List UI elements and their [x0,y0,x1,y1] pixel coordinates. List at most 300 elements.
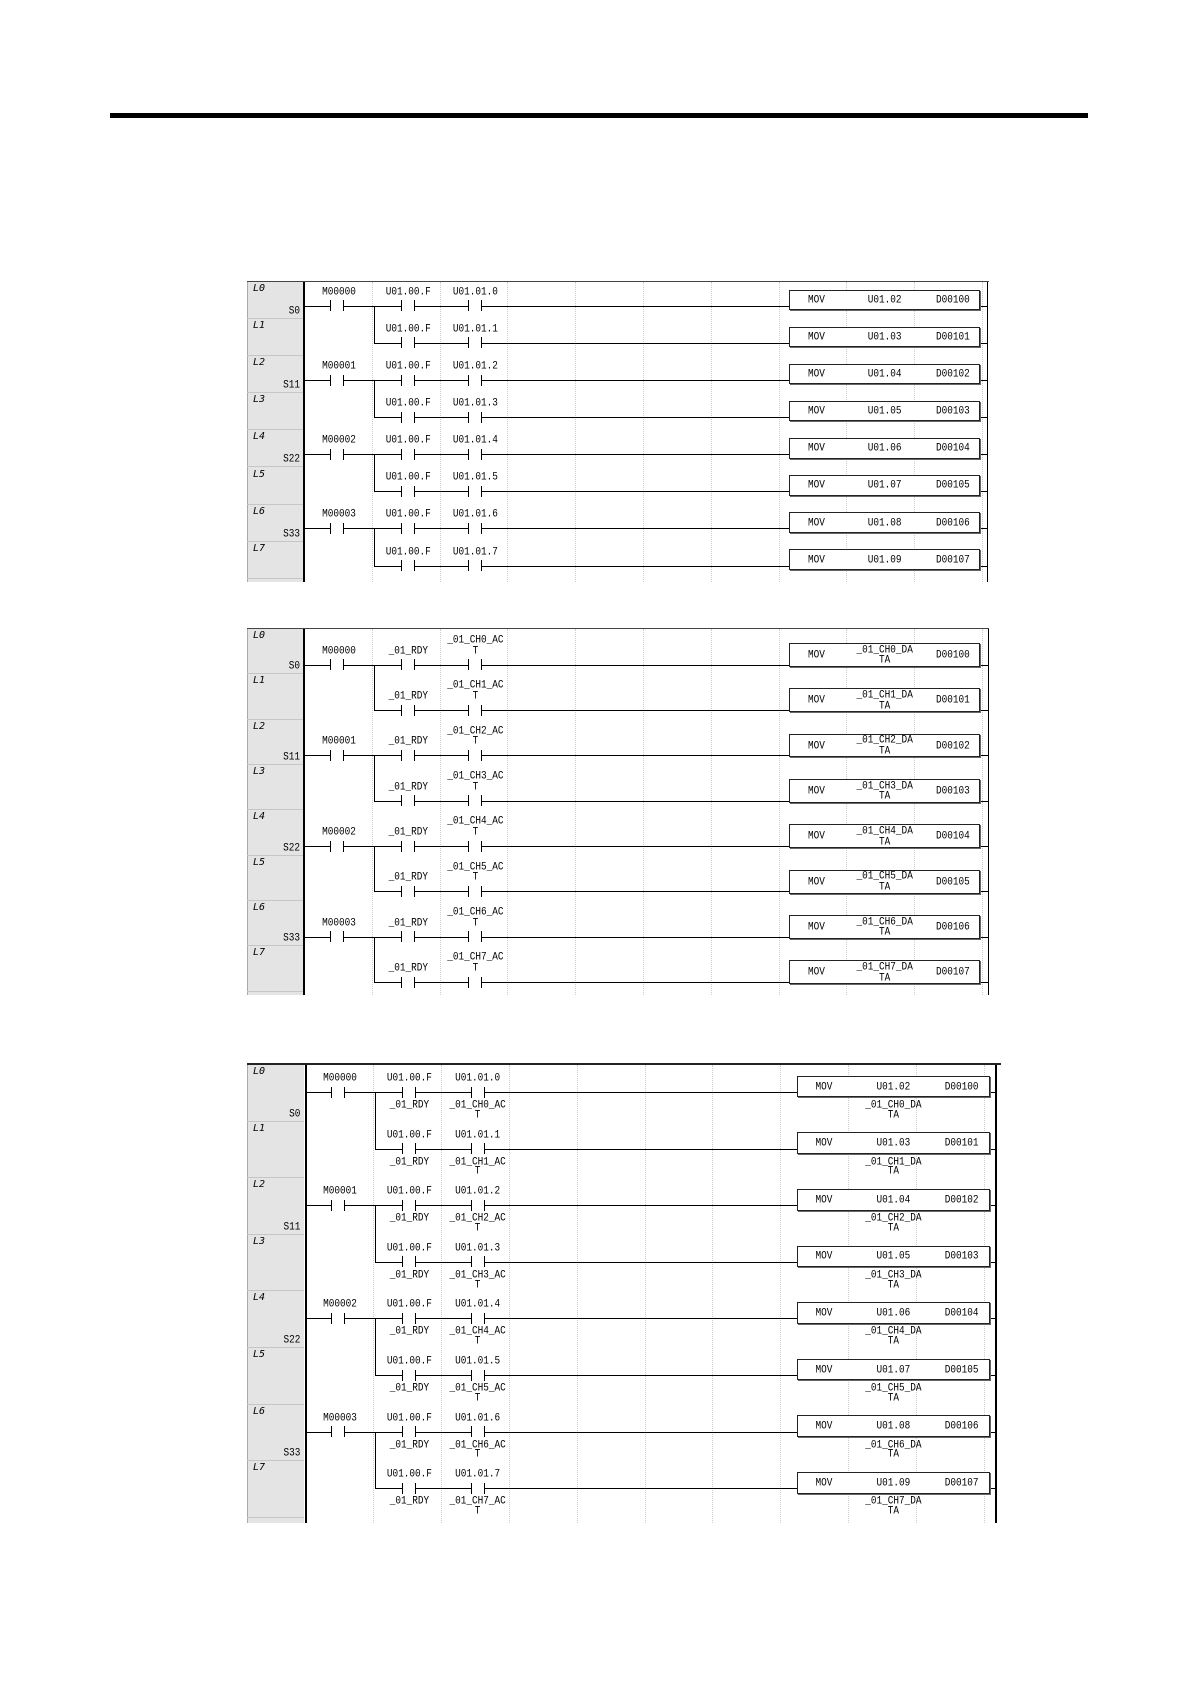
rung-number: L7 [253,947,266,959]
input-contact [330,659,344,670]
contact [471,1426,485,1437]
contact-label: U01.00.F [385,284,431,298]
instruction-destination: D00100 [936,292,970,306]
instruction-source-alias: _01_CH2_DA [865,1210,922,1225]
instruction-opcode: MOV [815,1305,833,1320]
contact-alias-label: T [474,1107,481,1121]
contact-alias-label: _01_CH0_AC [449,1097,506,1111]
rung-label-cell [247,356,304,393]
contact-label: _01_CH3_AC [447,768,504,782]
contact-label: U01.01.7 [452,544,498,558]
rung-number: L6 [253,902,266,914]
instruction-destination: D00106 [944,1419,979,1433]
contact [471,1483,485,1494]
contact-label: U01.00.F [385,507,431,521]
instruction-opcode: MOV [808,783,825,797]
rung-number: L3 [253,766,266,778]
input-contact [330,375,344,386]
instruction-source: _01_CH5_DA [856,869,913,883]
grid-line [645,1065,646,1523]
contact [401,931,415,942]
instruction-source: U01.09 [876,1475,911,1489]
instruction-source: U01.02 [867,292,902,306]
instruction-source: _01_CH0_DA [856,642,913,656]
step-number: S11 [283,1219,301,1233]
rung-label-cell [247,901,304,946]
rung-wire [304,306,789,307]
contact [471,1143,485,1154]
contact-alias-label: _01_RDY [389,1097,430,1111]
rung-label-cell [247,765,304,810]
rung-wire [374,801,790,802]
instruction-opcode: MOV [815,1079,833,1093]
instruction-source-alias: TA [887,1333,900,1348]
contact-label: U01.00.F [386,1353,432,1367]
rung-wire [374,343,790,344]
grid-line [982,282,983,582]
contact-label: U01.00.F [386,1410,432,1424]
output-wire [980,343,987,344]
ladder-diagram-1 [247,281,989,582]
instruction-destination: D00101 [944,1136,979,1150]
contact-label: U01.00.F [385,321,431,335]
contact [468,337,482,348]
contact-label: U01.01.6 [452,507,498,521]
rung-label-cell [247,319,304,356]
contact-alias-label: T [474,1277,481,1291]
grid-line [780,1065,781,1523]
output-wire [980,755,988,756]
grid-line [711,282,712,582]
output-wire [980,528,987,529]
contact [468,795,482,806]
instruction-opcode: MOV [815,1475,833,1489]
instruction-opcode: MOV [808,874,825,888]
input-contact-label: M00000 [322,284,356,298]
contact [402,1313,416,1324]
instruction-source-alias: _01_CH5_DA [865,1380,922,1394]
instruction-source-alias: TA [887,1447,900,1461]
contact [468,705,482,716]
instruction-opcode: MOV [808,329,825,343]
contact-label: _01_RDY [388,779,428,793]
contact-label: U01.01.4 [452,432,498,447]
instruction-source: TA [879,653,891,667]
instruction-source: U01.04 [876,1192,911,1206]
instruction-source-alias: _01_CH3_DA [865,1267,922,1281]
rung-label-cell [247,542,304,579]
output-wire [980,454,987,455]
instruction-destination: D00105 [936,478,970,492]
grid-line [779,629,780,995]
step-number: S33 [283,931,300,945]
contact [402,1143,416,1154]
step-number: S0 [288,303,300,318]
instruction-destination: D00104 [936,441,970,455]
input-contact [330,523,344,534]
grid-line [372,629,373,995]
contact-label: U01.01.2 [452,358,498,372]
instruction-opcode: MOV [808,515,825,529]
rung-wire [304,665,789,666]
rung-label-cell [247,629,304,674]
instruction-opcode: MOV [808,478,825,492]
contact [468,841,482,852]
rung-number: L2 [253,720,266,732]
contact-label: _01_CH6_AC [447,904,504,918]
step-number: S33 [283,526,300,540]
contact-alias-label: _01_CH2_AC [449,1210,506,1225]
instruction-source: U01.04 [867,366,902,381]
contact [468,931,482,942]
contact-label: _01_RDY [388,688,428,703]
contact [471,1313,485,1324]
branch-wire [375,1205,376,1263]
instruction-source: TA [879,743,891,757]
output-wire [980,846,988,847]
contact-label: _01_RDY [388,824,428,839]
contact-label: T [472,643,479,657]
output-wire [990,1149,996,1150]
rung-wire [304,528,789,529]
grid-line [509,1065,510,1523]
contact [468,886,482,897]
contact [401,841,415,852]
instruction-source: U01.03 [876,1136,911,1150]
input-contact-label: M00001 [322,358,356,372]
instruction-source-alias: TA [887,1503,900,1517]
instruction-destination: D00104 [944,1305,979,1320]
input-contact-label: M00001 [323,1183,357,1198]
rung-wire [306,1432,798,1433]
contact [471,1087,485,1098]
ladder-diagram-3 [247,1063,1001,1523]
grid-line [914,629,915,995]
instruction-destination: D00106 [936,919,970,933]
input-contact [331,1087,345,1098]
left-power-rail [303,629,305,995]
instruction-source: _01_CH2_DA [856,732,913,747]
branch-wire [375,1092,376,1150]
contact-alias-label: _01_RDY [389,1493,430,1508]
instruction-opcode: MOV [808,829,825,843]
output-wire [990,1375,996,1376]
rung-wire [304,755,789,756]
rung-wire [306,1205,798,1206]
instruction-destination: D00100 [936,647,970,661]
grid-line [711,629,712,995]
instruction-source: _01_CH3_DA [856,778,913,792]
instruction-opcode: MOV [815,1192,833,1206]
rung-number: L1 [253,320,266,332]
rung-number: L5 [253,1349,266,1360]
input-contact-label: M00000 [323,1070,357,1084]
rung-number: L4 [253,811,266,823]
instruction-source: U01.07 [876,1362,911,1376]
contact-label: U01.00.F [386,1240,432,1254]
rung-wire [375,1262,797,1263]
instruction-source-alias: TA [887,1390,900,1404]
output-wire [980,665,988,666]
rung-wire [304,846,789,847]
rung-label-cell [247,282,304,319]
contact-label: T [472,779,479,793]
contact-label: _01_RDY [388,960,428,975]
instruction-source-alias: _01_CH1_DA [865,1154,922,1168]
instruction-destination: D00102 [936,738,970,752]
instruction-opcode: MOV [808,366,825,381]
contact-alias-label: _01_CH6_AC [449,1437,506,1451]
rung-wire [304,454,789,455]
instruction-source: TA [879,879,891,894]
rung-label-cell [247,1461,304,1518]
contact-alias-label: _01_RDY [389,1324,430,1338]
instruction-opcode: MOV [808,965,825,979]
contact [401,337,415,348]
branch-wire [374,306,375,344]
contact-label: _01_RDY [388,734,428,748]
contact-label: _01_RDY [388,643,428,657]
input-contact [331,1313,345,1324]
instruction-destination: D00102 [944,1192,979,1206]
rung-wire [375,1488,797,1489]
instruction-destination: D00107 [936,965,970,979]
contact-alias-label: _01_CH1_AC [449,1154,506,1168]
rung-number: L1 [253,1122,266,1134]
instruction-destination: D00103 [936,403,970,418]
rung-number: L2 [253,1179,266,1191]
contact-label: _01_CH7_AC [447,950,504,964]
grid-line [643,282,644,582]
instruction-opcode: MOV [808,292,825,306]
contact [471,1256,485,1267]
contact-label: U01.00.F [385,470,431,484]
instruction-source: TA [879,789,891,803]
rung-label-cell [247,505,304,542]
branch-wire [374,846,375,892]
contact-label: U01.01.7 [455,1466,501,1481]
rung-number: L3 [253,1235,266,1247]
contact [401,705,415,716]
contact-label: U01.01.3 [452,395,498,410]
output-wire [980,710,988,711]
instruction-source-alias: TA [887,1277,900,1291]
branch-wire [374,937,375,983]
contact-label: _01_CH4_AC [447,814,504,828]
branch-wire [375,1432,376,1490]
rung-label-cell [247,430,304,467]
left-power-rail [305,1065,307,1523]
grid-line [441,1065,442,1523]
grid-line [643,629,644,995]
contact-alias-label: _01_RDY [389,1154,430,1168]
contact-label: U01.01.1 [452,321,498,335]
contact [468,523,482,534]
contact [401,886,415,897]
instruction-source-alias: TA [887,1220,900,1234]
rung-number: L3 [253,394,266,406]
instruction-source: TA [879,925,891,939]
instruction-source: U01.02 [876,1079,911,1093]
contact [402,1426,416,1437]
output-wire [980,937,988,938]
rung-label-cell [247,1405,304,1462]
output-wire [990,1318,996,1319]
instruction-opcode: MOV [808,647,825,661]
instruction-opcode: MOV [815,1136,833,1150]
contact [401,523,415,534]
contact [468,412,482,423]
output-wire [980,566,987,567]
rung-number: L0 [253,630,266,641]
grid-line [507,629,508,995]
instruction-source: U01.09 [867,552,902,566]
rung-label-cell [247,1348,304,1405]
contact-label: U01.01.2 [455,1183,501,1198]
instruction-source: _01_CH7_DA [856,959,913,973]
rung-number: L7 [253,1462,266,1474]
grid-line [846,629,847,995]
contact-alias-label: _01_CH4_AC [449,1324,506,1338]
step-number: S11 [283,749,300,764]
instruction-source: U01.08 [867,515,902,529]
instruction-destination: D00101 [936,329,970,343]
contact-label: _01_RDY [388,870,428,884]
contact-label: U01.01.5 [455,1353,501,1367]
contact-label: U01.01.1 [455,1127,501,1141]
contact [402,1256,416,1267]
grid-line [577,1065,578,1523]
contact [471,1200,485,1211]
instruction-opcode: MOV [815,1419,833,1433]
branch-wire [374,665,375,711]
rung-number: L7 [253,542,266,554]
contact [468,750,482,761]
contact [402,1483,416,1494]
contact [401,750,415,761]
contact [468,659,482,670]
contact-label: _01_CH1_AC [447,678,504,692]
contact-label: T [472,960,479,975]
output-wire [980,306,987,307]
step-number: S22 [283,840,300,854]
input-contact [330,931,344,942]
output-wire [990,1432,996,1433]
instruction-source: U01.07 [867,478,902,492]
input-contact-label: M00002 [323,1297,357,1311]
input-contact-label: M00002 [322,432,356,447]
header-rule [110,113,1088,118]
input-contact-label: M00001 [322,734,356,748]
rung-number: L2 [253,357,266,369]
output-wire [980,417,987,418]
output-wire [980,491,987,492]
contact [402,1370,416,1381]
rung-label-cell [247,674,304,719]
instruction-source: U01.05 [876,1249,911,1263]
contact-alias-label: _01_CH3_AC [449,1267,506,1281]
instruction-destination: D00103 [944,1249,979,1263]
instruction-opcode: MOV [815,1362,833,1376]
input-contact-label: M00000 [322,643,356,657]
contact-label: _01_CH5_AC [447,859,504,873]
contact-label: _01_CH0_AC [447,632,504,646]
instruction-destination: D00105 [936,874,970,888]
rung-wire [375,1149,797,1150]
rung-wire [304,937,789,938]
grid-line [575,282,576,582]
contact-label: U01.01.0 [455,1070,501,1084]
rung-label-cell [247,856,304,901]
rung-number: L4 [253,1292,266,1304]
contact-label: T [472,870,479,884]
contact [468,977,482,988]
contact-label: T [472,824,479,839]
contact-label: T [472,734,479,748]
contact-alias-label: T [474,1164,481,1178]
instruction-destination: D00104 [936,829,970,843]
instruction-destination: D00105 [944,1362,979,1376]
rung-wire [374,417,790,418]
contact [468,449,482,460]
rung-wire [304,380,789,381]
instruction-destination: D00101 [936,693,970,707]
rung-label-cell [247,810,304,855]
contact-alias-label: _01_CH7_AC [449,1493,506,1508]
contact-label: U01.00.F [386,1183,432,1198]
contact-label: _01_CH2_AC [447,723,504,737]
branch-wire [375,1318,376,1376]
contact [468,375,482,386]
rung-wire [306,1092,798,1093]
contact-label: U01.00.F [385,358,431,372]
input-contact-label: M00003 [323,1410,357,1424]
contact [401,560,415,571]
instruction-opcode: MOV [808,403,825,418]
rung-wire [374,566,790,567]
contact-alias-label: _01_RDY [389,1267,430,1281]
rung-label-cell [247,1065,304,1122]
rung-wire [374,982,790,983]
contact [401,977,415,988]
contact-label: U01.01.4 [455,1297,501,1311]
contact [401,412,415,423]
instruction-destination: D00107 [936,552,970,566]
rung-number: L5 [253,856,266,868]
instruction-destination: D00106 [936,515,970,529]
rung-label-cell [247,1122,304,1179]
right-power-rail [987,282,989,582]
contact-alias-label: T [474,1220,481,1234]
output-wire [990,1092,996,1093]
grid-line [507,282,508,582]
rung-wire [374,891,790,892]
step-number: S0 [288,659,300,673]
ladder-diagram-2 [247,628,989,995]
rung-label-cell [247,720,304,765]
rung-label-cell [247,468,304,505]
rung-label-cell [247,1235,304,1292]
input-contact [331,1426,345,1437]
output-wire [990,1488,996,1489]
rung-number: L1 [253,675,266,687]
rung-number: L0 [253,283,266,294]
instruction-source: TA [879,698,891,712]
grid-line [440,629,441,995]
contact-label: U01.01.6 [455,1410,501,1424]
instruction-source-alias: _01_CH4_DA [865,1324,922,1338]
grid-line [372,282,373,582]
